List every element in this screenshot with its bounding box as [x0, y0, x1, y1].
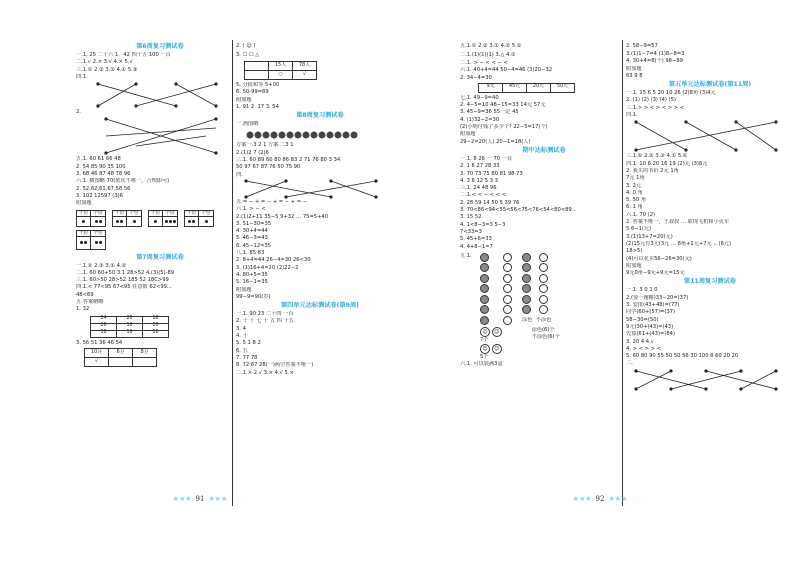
footer-stars: ★★★ [208, 495, 228, 503]
answer-line: 四.1. 10 6 20 16 19 (2)元 (3)8元 [626, 160, 708, 167]
bonus-label: 附加题 [626, 262, 642, 269]
section-title: 第6周复习测试卷 [136, 43, 184, 50]
answer-line: 不涂色(6)个 [531, 334, 560, 341]
answer-line: 3. 45−9=36 55一定 45 [460, 109, 519, 116]
answer-line: 5. 45+6=33 [460, 236, 492, 243]
bonus-label: 附加题 [236, 96, 252, 103]
smiley-face-icon: ☺ [480, 344, 490, 354]
answer-line: 5. 分批和等 5+00 [236, 82, 280, 88]
question-label: 二. [626, 360, 633, 367]
bead-columns [480, 253, 512, 325]
answer-line: 2. 1 6 27 28 33 [460, 163, 500, 170]
answer-line: 29−2=20(人) 20−1=18(人) [460, 138, 531, 145]
answer-line: 2. ( ☺ ) [236, 43, 256, 49]
answer-line: 3. (1)16+4=20 (2)22−2 [236, 264, 299, 271]
answer-line: 2. 8+4=44 26−4=30 26<30 [236, 257, 311, 264]
answer-line: 三.1.① 2.② 3.③ 4.① 5.① [626, 153, 688, 160]
answer-line: 3. 15 52 [460, 214, 482, 221]
table-header: 6分 [109, 348, 133, 357]
answer-line: 5. 16−1=35 [236, 279, 268, 286]
abacus-header: 个位 [91, 211, 105, 217]
answer-line: 6. 50-99=89 [236, 89, 269, 96]
answer-line: 六.1. 40+4=44 50−4=46 (3)20−32 [460, 67, 553, 74]
bonus-label: 附加题 [236, 286, 252, 293]
money-cell: 9元 [479, 83, 503, 92]
table-header: 8分 [133, 348, 157, 357]
abacus-box [112, 210, 142, 227]
page-footer [0, 496, 400, 503]
left-column-1 [76, 42, 244, 369]
column-divider [232, 40, 233, 506]
answer-line: 5 6−1(元) [626, 226, 652, 233]
bead-row-illustration [236, 128, 396, 142]
answer-line: 2. 十 十 七 十 五 四 十五 [236, 318, 294, 325]
table-cell: √ [85, 357, 109, 366]
table-cell [109, 357, 133, 366]
answer-line: 4. 80+5=35 [236, 271, 268, 278]
answer-line: 三.1. 24 48 96 [460, 185, 497, 192]
answer-line: 二.1.√ 2.× 3.√ 4.× 5.√ [76, 59, 133, 66]
answer-line: 六.1. 70 (2) [626, 211, 656, 218]
answer-line: 3.(1)1−7=4 (1)8−8=3 [626, 51, 685, 57]
answer-line: 6. 45−12=35 [236, 242, 272, 249]
table-header: 10分 [85, 348, 109, 357]
bonus-label: 附加题 [76, 200, 92, 207]
answer-line: 四.1. [626, 112, 638, 119]
answer-line: 4. 1<8−3=3 5−3 [460, 221, 506, 228]
section-title: 期中达标测试卷 [522, 146, 566, 154]
abacus-header: 个位 [127, 211, 141, 217]
answer-line: 先算(61+(43)=(84) [626, 331, 675, 338]
answer-line: 三.1. 60 89 60 80 86 83 2 71 76 80 3 34 [236, 157, 341, 164]
smiley-face-icon: ☺ [492, 344, 502, 354]
abacus-header: 十位 [186, 210, 197, 216]
footer-stars: ★★★ [572, 495, 592, 503]
answer-line: 63 9 8 [626, 72, 643, 79]
answer-line: 同学(60+(57)=(37) [626, 309, 675, 316]
answer-line: 2. 4−5=10 48−15=33 14元 57元 [460, 102, 546, 109]
answer-line: 5. 50 角 [626, 197, 647, 204]
answer-line: 4. > < > > < [626, 345, 661, 352]
answer-line: 四.1. [76, 73, 88, 80]
answer-line: 四. [236, 171, 243, 178]
matching-lines-diagram [626, 119, 786, 153]
abacus-box [184, 210, 214, 227]
matching-lines-diagram [76, 81, 236, 109]
answer-line: 一.画图略 [236, 121, 259, 128]
answer-line: 4. 十 [236, 333, 248, 340]
faces-caption: 5个 [480, 354, 489, 361]
answer-line: 4. 30+4=8(个) 98−89 [626, 58, 683, 65]
answer-line: 二.1.× 2.√ 3.× 4.√ 5.× [236, 369, 294, 376]
smiley-face-icon: ☺ [480, 327, 490, 337]
column-divider [622, 40, 623, 506]
answer-line: 3. 70<86<94<55<56<75<76<54<80<89... [460, 207, 577, 214]
abacus-header: 十位 [78, 230, 89, 236]
section-title: 第7周复习测试卷 [136, 253, 184, 261]
abacus-header: 十位 [78, 210, 89, 216]
answer-line: 五.= − + = − + = − + = − [236, 198, 308, 205]
faces-caption: 7个 [480, 336, 489, 343]
answer-line: 3. 56 51 36 46 54 [76, 339, 123, 346]
answer-line: 一.1. 15 6 5 20 10 26 (2)8角 (3)4元 [626, 90, 716, 97]
answer-line: 7. 77 78 [236, 354, 258, 361]
answer-line: 二.1.(1)(1)(1) 3.△ 4.① [460, 52, 516, 58]
answer-line: 2. 34−4=30 [460, 74, 492, 81]
page-number: 92 [595, 495, 605, 503]
matching-lines-diagram [626, 368, 786, 392]
score-table [84, 348, 157, 367]
answer-line: 方案一.3 2 1 方案二.3 1 [236, 142, 294, 149]
answer-line: 18>5) [626, 248, 643, 255]
question-label: 五.1. [460, 252, 472, 259]
answer-line: 99−9=90(岁) [236, 293, 271, 300]
answer-line: 一.1. 25 二十六 1．42 四十五 100 一百 [76, 52, 171, 58]
answer-line: 4. (1)32−2=30 [460, 116, 500, 123]
answer-line: 5. 46−3=43 [236, 235, 268, 242]
answer-line: 三.1.> > < > < > > < [626, 104, 685, 111]
answer-line: 2. [76, 109, 81, 116]
left-column-2 [236, 42, 404, 377]
answer-line: 4. 30+4=44 [236, 228, 268, 235]
answer-line: 9元(30+(43)=(43) [626, 323, 674, 330]
answer-line: 七.1. 49−9=40 [460, 94, 499, 101]
table-cell [133, 357, 157, 366]
section-title: 第8周复习测试卷 [296, 112, 344, 120]
section-title: 第四单元达标测试卷(第9周) [280, 302, 360, 310]
answer-line: 四.1.< 77<95 67<95 任意数 62<99... [76, 284, 172, 291]
answer-line: (2)小明付钱了多少个? 22−5=17(个) [460, 124, 548, 131]
abacus-box [76, 230, 106, 250]
answer-line: 三.1. 60>50 28>52 185 52 18C>99 [76, 277, 169, 284]
abacus-boxes [76, 210, 244, 227]
grid-cell: 24 [91, 316, 117, 323]
page-number: 91 [195, 495, 205, 503]
answer-line: 4. 3 6 12 5 3 3 [460, 177, 498, 184]
right-column-1 [460, 42, 628, 369]
answer-line: 2. 58−9=57 [626, 43, 658, 49]
table-cell: ○ [269, 71, 293, 80]
answer-line: (2)15元有3元(3元 ... 8角+1元+7元 …(6元) [626, 240, 732, 247]
answer-line: 2. 54 85 90 35 100 [76, 163, 126, 170]
answer-line: 3. ☐ ☐ △ [236, 52, 260, 58]
answer-line: 2. 52,62,61,67,58,56 [76, 185, 131, 192]
answer-line: 3.(1)13+7=20(元) [626, 233, 673, 240]
grid-cell: 18 [91, 330, 117, 337]
answer-line: 一.1.② 2.③ 3.① 4.② [76, 262, 127, 269]
answer-line: 6. 1 角 [626, 204, 643, 211]
answer-table [244, 61, 317, 80]
right-page [400, 0, 800, 566]
answer-line: 2. 28 59 14 50 5 39 76 [460, 199, 520, 206]
faces-block [460, 327, 628, 362]
answer-line: 3. 2元 [626, 182, 642, 189]
answer-line: 3. 70 73 75 80 81 98 73 [460, 170, 523, 177]
answer-line: 3. 安排(43+48)=(77) [626, 302, 680, 309]
answer-line: 2.(要一题略)33−20=(37) [626, 294, 689, 301]
answer-line: 一.1. 90 23 二十四 一百 [236, 311, 294, 318]
answer-line: 二.1.< < − < < < [460, 192, 507, 199]
grid-cell: 18 [117, 323, 143, 330]
answer-line: 5. 5 1 8 2 [236, 340, 261, 347]
answer-line: 8. 72 67 28(一)两空答案不唯一) [236, 362, 314, 369]
grid-cell: 16 [117, 330, 143, 337]
answer-line: 五.1.① 2.② 3.① 4.② 5.① [460, 43, 522, 49]
answer-line: 六.1. > − < [236, 206, 266, 213]
answer-line: 二.1. 60 60+50 3.1 28>52 4.(3)(5)-89 [76, 269, 175, 276]
answer-line: 2.(1)2+11 35−5 9+32 … 75=5+40 [236, 213, 329, 220]
money-cell: 45元 [503, 83, 527, 92]
grid-cell: 16 [143, 330, 169, 337]
answer-line: 八.1. 85 83 [236, 250, 265, 257]
grid-cell: 20 [143, 323, 169, 330]
answer-line: 1. 32 [76, 306, 90, 313]
money-cell: 50元 [551, 83, 575, 92]
answer-line: (4)可以花买56−26=30(元) [626, 255, 692, 262]
abacus-header: 个位 [91, 231, 105, 237]
answer-line: 五.答案略略 [76, 299, 104, 306]
abacus-header: 十位 [150, 210, 161, 216]
money-table [478, 83, 575, 93]
footer-stars: ★★★ [608, 495, 628, 503]
abacus-header: 个位 [199, 211, 213, 217]
bead-legend [522, 253, 551, 325]
answer-line: 4. 4+8−1=7 [460, 243, 493, 250]
answer-line: 二.1. > − < < − < [460, 60, 508, 66]
section-title: 第五单元达标测试卷(第11周) [668, 81, 752, 89]
answer-line: 五.1. 60 61 66 48 [76, 156, 121, 163]
answer-line: 一.1. 8 26 一 70 一百 [460, 155, 513, 162]
table-cell: 15人 [269, 62, 293, 71]
smiley-face-icon: ☺ [492, 327, 502, 337]
bead-problem [460, 253, 628, 325]
answer-line: 6. 五 [236, 347, 248, 354]
answer-line: 2. 我买的书价 2元 1角 [626, 167, 679, 174]
bead-column [480, 253, 489, 325]
bonus-label: 附加题 [460, 131, 476, 138]
answer-line: 58−30=(50) [626, 316, 659, 323]
abacus-header: 十位 [114, 210, 125, 216]
answer-line: 5. 60 80 90 55 50 50 56 30 100 8 60 20 20 [626, 353, 739, 360]
answer-line: 3. 51−30=35 [236, 220, 272, 227]
right-column-2 [626, 42, 794, 392]
answer-line: 涂色(6)个 [531, 326, 555, 333]
answer-line: 7<33=3 [460, 228, 482, 235]
answer-line: 三.1.① 2.③ 3.② 4.① 5.③ [76, 66, 138, 73]
answer-line: 六.1. 可以装满3盒 [460, 361, 503, 368]
answer-line: 48<69 [76, 291, 94, 298]
matching-lines-diagram [236, 179, 396, 199]
abacus-box [148, 210, 178, 227]
abacus-box [76, 210, 106, 227]
answer-line: 2. (1) (2) (3) (4) (5) [626, 97, 676, 104]
answer-line: 3. 20 4 4.√ [626, 338, 655, 345]
answer-line: 2. 答案不唯一，王叔叔 ... 联现飞机和小火车 [626, 219, 730, 226]
money-cell: 20元 [527, 83, 551, 92]
grid-cell: 20 [117, 316, 143, 323]
number-grid [90, 316, 169, 338]
answer-line: 50 97 67 87 76 50 75 90 [236, 164, 301, 171]
answer-line: 9元0角−9元+9元=15元 [626, 270, 685, 277]
answer-line: 3. 68 46 87 48 78 96 [76, 171, 131, 178]
bonus-label: 附加题 [626, 65, 642, 72]
grid-cell: 26 [91, 323, 117, 330]
abacus-boxes [76, 230, 244, 250]
bead-column [503, 253, 512, 325]
abacus-header: 个位 [163, 211, 177, 217]
section-title: 第11周复习测试卷 [684, 278, 736, 286]
answer-line: 3. 4 [236, 325, 246, 332]
grid-cell: 18 [143, 316, 169, 323]
answer-line: 4. 0 角 [626, 189, 643, 196]
answer-line: 2.(1)2 7 (2)6 [236, 149, 269, 156]
answer-line: 3. 102 12597 (3)6 [76, 192, 123, 199]
table-cell: √ [293, 71, 317, 80]
matching-lines-diagram [76, 116, 236, 156]
answer-line: 7元 1角 [626, 175, 645, 182]
answer-line: 1. 91 2. 17 3. 54 [236, 103, 279, 110]
answer-line: 六.1. 横图略 70(依次不唯一，合理即可) [76, 178, 170, 185]
footer-stars: ★★★ [172, 495, 192, 503]
page-footer [400, 496, 800, 503]
legend-text: 涂色 不涂色 [522, 317, 552, 324]
table-cell: 78人 [293, 62, 317, 71]
answer-line: 一.1. 3 0 1 0 [626, 287, 658, 294]
